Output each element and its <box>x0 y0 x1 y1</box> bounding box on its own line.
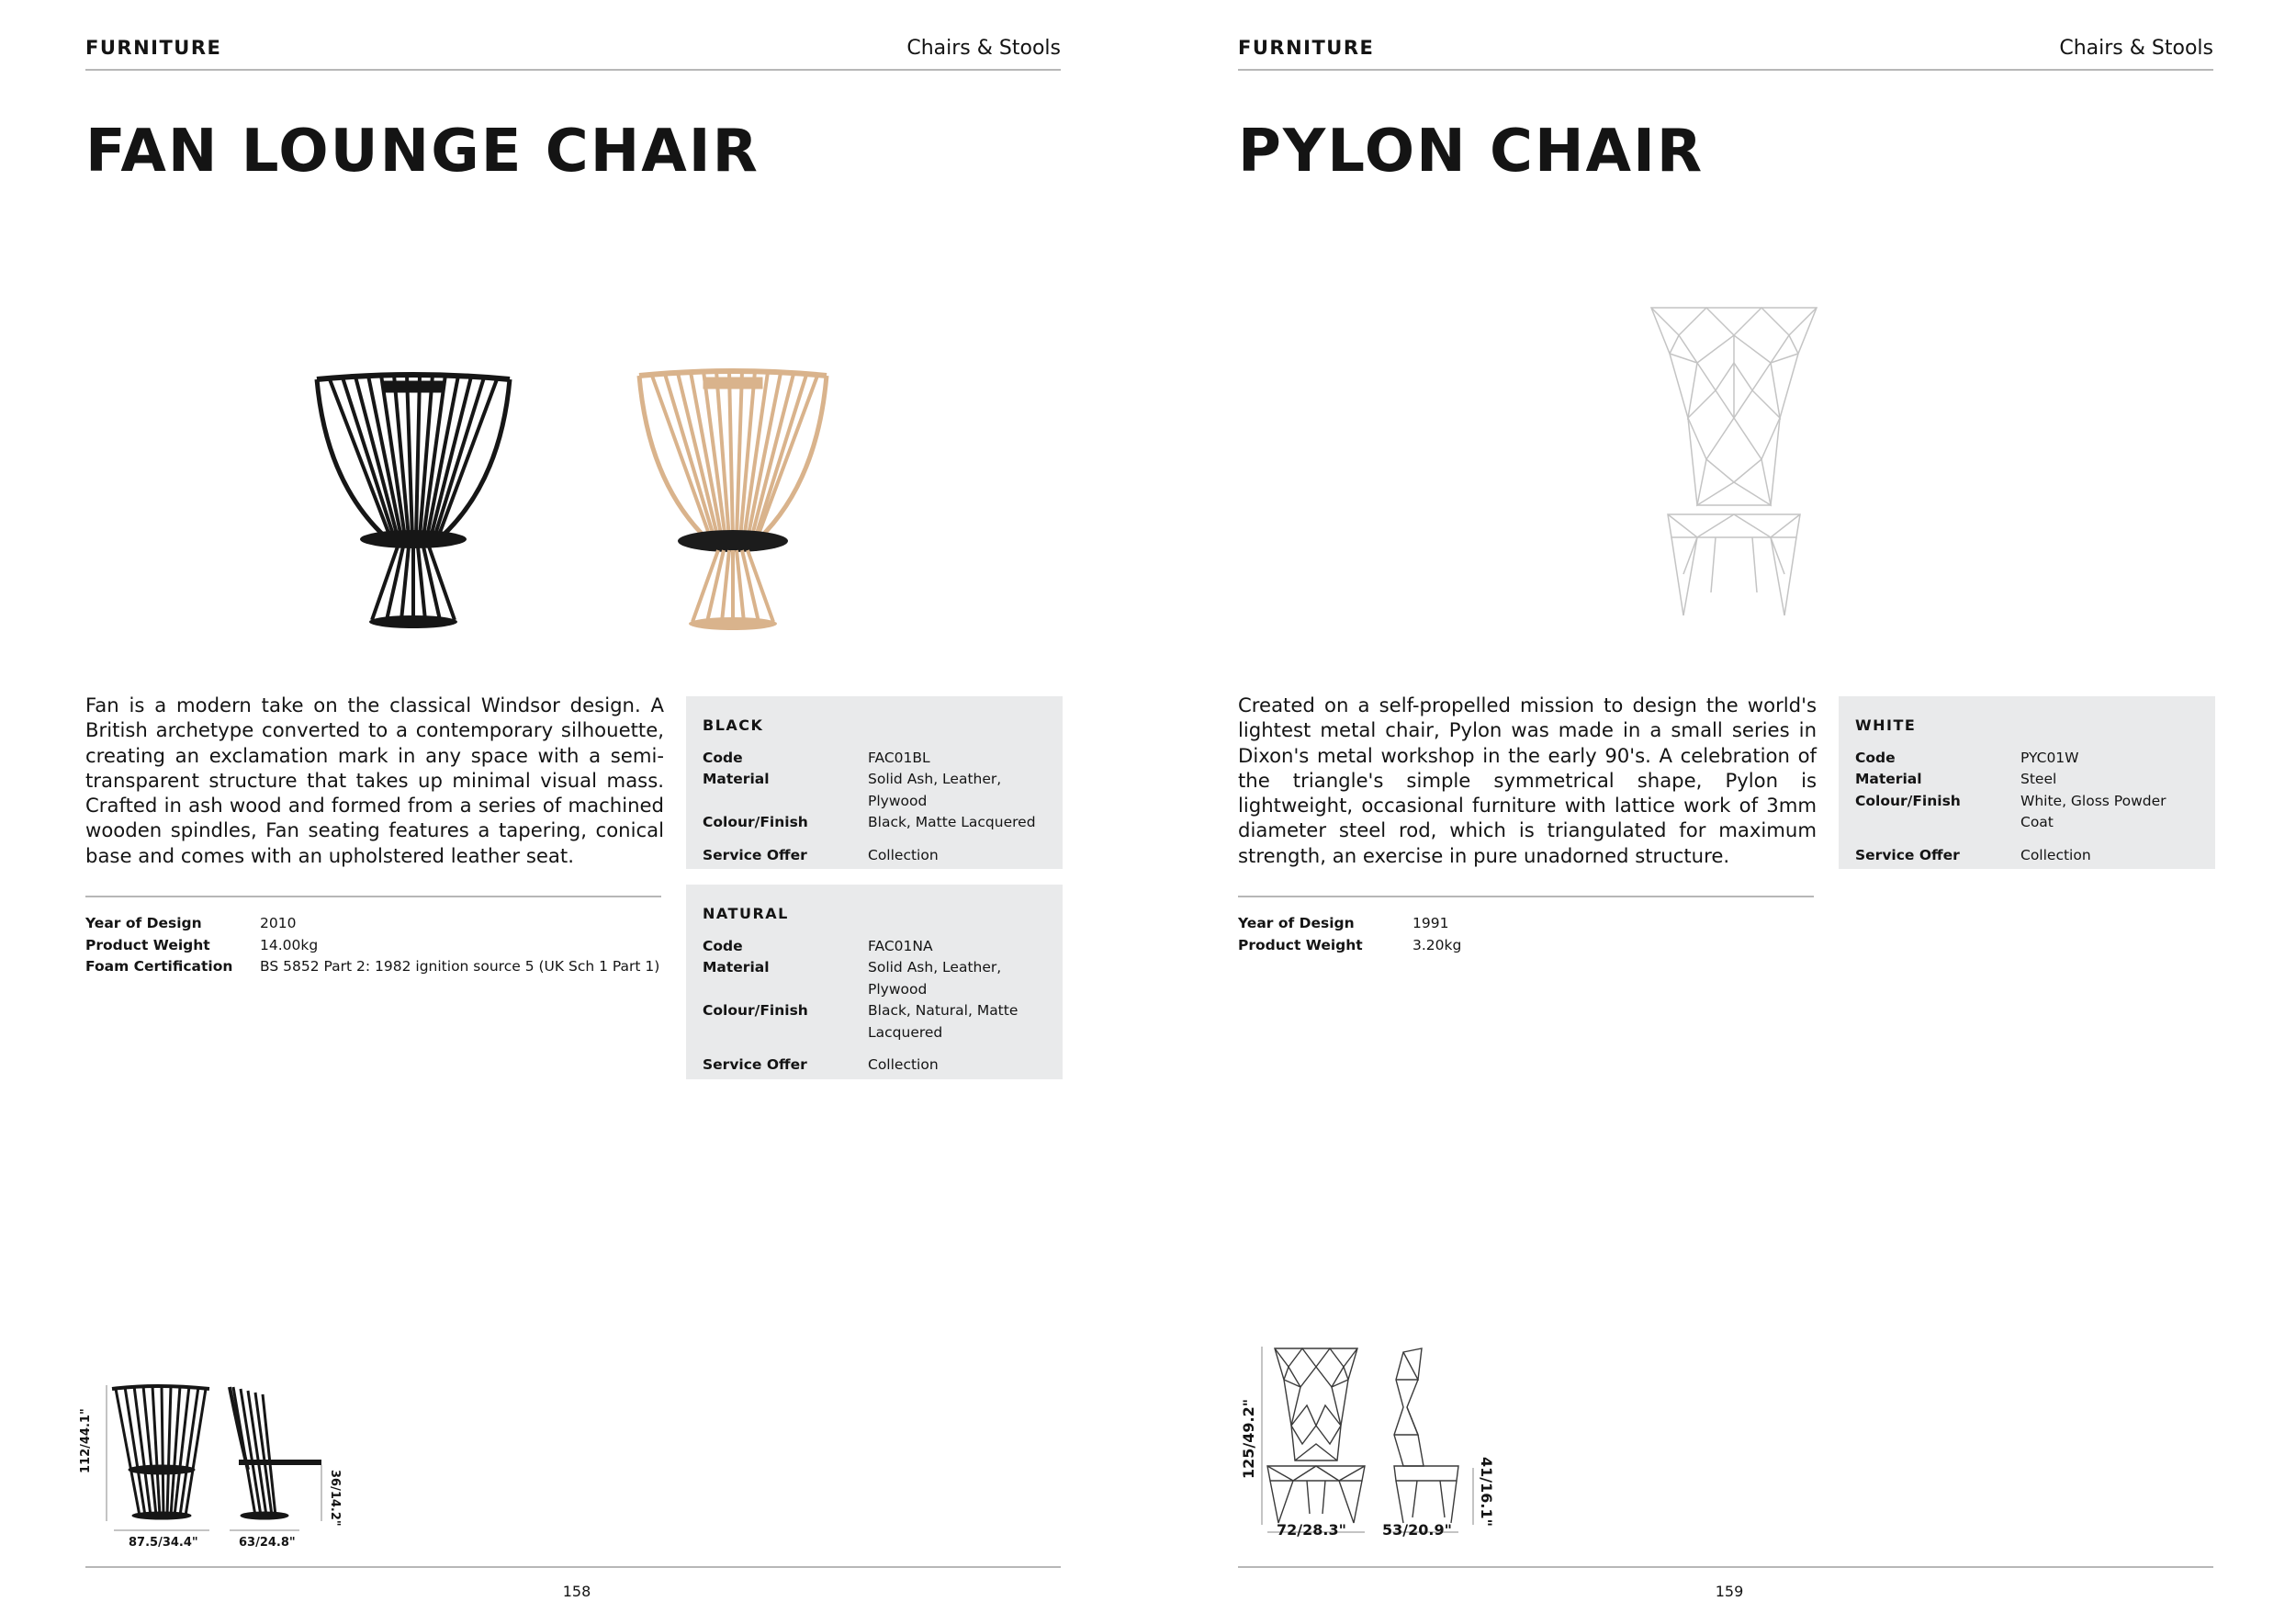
variant-label: Material <box>1855 771 1922 787</box>
variant-row <box>703 1054 1046 1077</box>
variant-label: Code <box>703 749 743 766</box>
dimension-seat-height: 36/14.2" <box>328 1470 342 1527</box>
page-right <box>1148 0 2296 1624</box>
fan-chair-natural-image <box>632 363 834 638</box>
category-label: Chairs & Stools <box>2059 37 2213 60</box>
product-title: FAN LOUNGE CHAIR <box>85 118 760 186</box>
spec-row <box>1238 935 1461 957</box>
spec-value: 3.20kg <box>1412 936 1462 953</box>
footer-rule <box>1238 1566 2213 1568</box>
spec-divider <box>85 896 661 897</box>
variant-value: FAC01BL <box>868 749 930 766</box>
spec-row <box>1238 913 1461 935</box>
spec-row <box>85 935 659 957</box>
spec-value: BS 5852 Part 2: 1982 ignition source 5 (UK Sch 1 Part 1) <box>260 958 660 975</box>
variant-row <box>703 957 1046 1000</box>
dimension-height: 125/49.2" <box>1240 1398 1257 1479</box>
spec-label: Year of Design <box>85 915 202 931</box>
product-title: PYLON CHAIR <box>1238 118 1705 186</box>
fan-chair-dimension-drawing <box>101 1378 340 1543</box>
pylon-chair-image <box>1642 299 1826 638</box>
dimension-depth: 53/20.9" <box>1382 1521 1452 1539</box>
spec-label: Year of Design <box>1238 915 1355 931</box>
variant-value: White, Gloss Powder Coat <box>2020 792 2167 830</box>
spec-label: Foam Certification <box>85 958 233 975</box>
variant-name: BLACK <box>703 716 764 734</box>
dimension-height: 112/44.1" <box>79 1408 93 1473</box>
variant-value: Steel <box>2020 771 2057 787</box>
variant-row <box>1855 769 2199 791</box>
page-number: 159 <box>1715 1583 1744 1600</box>
product-description: Fan is a modern take on the classical Windsor design. A British archetype converted to a contemporary silhouette, creating an exclamation mark in any space with a semi-transparent structure that takes up minimal visual mass. Crafted in ash wood and formed from a series of machined wooden spindles, Fan seating features a tapering, conical base and comes with an upholstered leather seat. <box>85 694 664 867</box>
variant-row <box>1855 845 2199 867</box>
spec-value: 14.00kg <box>260 936 319 953</box>
header-rule <box>1238 69 2213 71</box>
variant-box-black <box>686 696 1063 869</box>
section-label: FURNITURE <box>85 37 222 59</box>
variant-label: Colour/Finish <box>1855 792 1961 809</box>
variant-label: Code <box>1855 749 1896 766</box>
variant-row <box>1855 791 2199 834</box>
category-label: Chairs & Stools <box>906 37 1061 60</box>
variant-row <box>703 769 1046 812</box>
spec-value: 1991 <box>1412 915 1449 931</box>
variant-value: Black, Natural, Matte Lacquered <box>868 1002 1019 1041</box>
variant-value: Black, Matte Lacquered <box>868 814 1036 830</box>
variant-row <box>703 748 1046 770</box>
spec-label: Product Weight <box>85 936 210 953</box>
section-label: FURNITURE <box>1238 37 1375 59</box>
variant-value: Collection <box>868 846 939 863</box>
dimension-depth: 63/24.8" <box>239 1536 296 1550</box>
variant-value: Collection <box>868 1056 939 1073</box>
variant-row <box>703 1000 1046 1043</box>
variant-value: Collection <box>2020 846 2091 863</box>
spec-row <box>85 956 659 978</box>
footer-rule <box>85 1566 1061 1568</box>
spec-list <box>1238 913 1461 956</box>
variant-row <box>1855 748 2199 770</box>
variant-label: Material <box>703 771 770 787</box>
fan-chair-black-image <box>308 363 519 638</box>
product-description: Created on a self-propelled mission to design the world's lightest metal chair, Pylon was made in a small series in Dixon's metal workshop in the early 90's. A celebration of the triangle's simple symmetrical shape, Pylon is lightweight, occasional furniture with lattice work of 3mm diameter steel rod, which is triangulated for maximum strength, an exercise in pure unadorned structure. <box>1238 694 1817 867</box>
variant-label: Code <box>703 937 743 954</box>
spec-divider <box>1238 896 1814 897</box>
variant-label: Material <box>703 959 770 976</box>
variant-value: PYC01W <box>2020 749 2079 766</box>
dimension-width: 72/28.3" <box>1277 1521 1346 1539</box>
variant-box-white <box>1839 696 2215 869</box>
variant-value: Solid Ash, Leather, Plywood <box>868 959 1002 998</box>
variant-value: FAC01NA <box>868 937 933 954</box>
spec-value: 2010 <box>260 915 297 931</box>
variant-label: Colour/Finish <box>703 814 808 830</box>
variant-name: NATURAL <box>703 905 789 922</box>
page-number: 158 <box>562 1583 591 1600</box>
variant-label: Colour/Finish <box>703 1002 808 1019</box>
spec-label: Product Weight <box>1238 936 1363 953</box>
spec-list <box>85 913 659 978</box>
pylon-chair-dimension-drawing <box>1256 1343 1514 1540</box>
variant-row <box>703 936 1046 958</box>
variant-row <box>703 845 1046 867</box>
variant-row <box>703 812 1046 834</box>
header-rule <box>85 69 1061 71</box>
variant-value: Solid Ash, Leather, Plywood <box>868 771 1002 809</box>
variant-name: WHITE <box>1855 716 1917 734</box>
variant-label: Service Offer <box>703 1056 807 1073</box>
variant-label: Service Offer <box>1855 846 1960 863</box>
dimension-width: 87.5/34.4" <box>129 1536 198 1550</box>
variant-box-natural <box>686 885 1063 1079</box>
variant-label: Service Offer <box>703 846 807 863</box>
dimension-seat-height: 41/16.1" <box>1478 1457 1495 1527</box>
spec-row <box>85 913 659 935</box>
